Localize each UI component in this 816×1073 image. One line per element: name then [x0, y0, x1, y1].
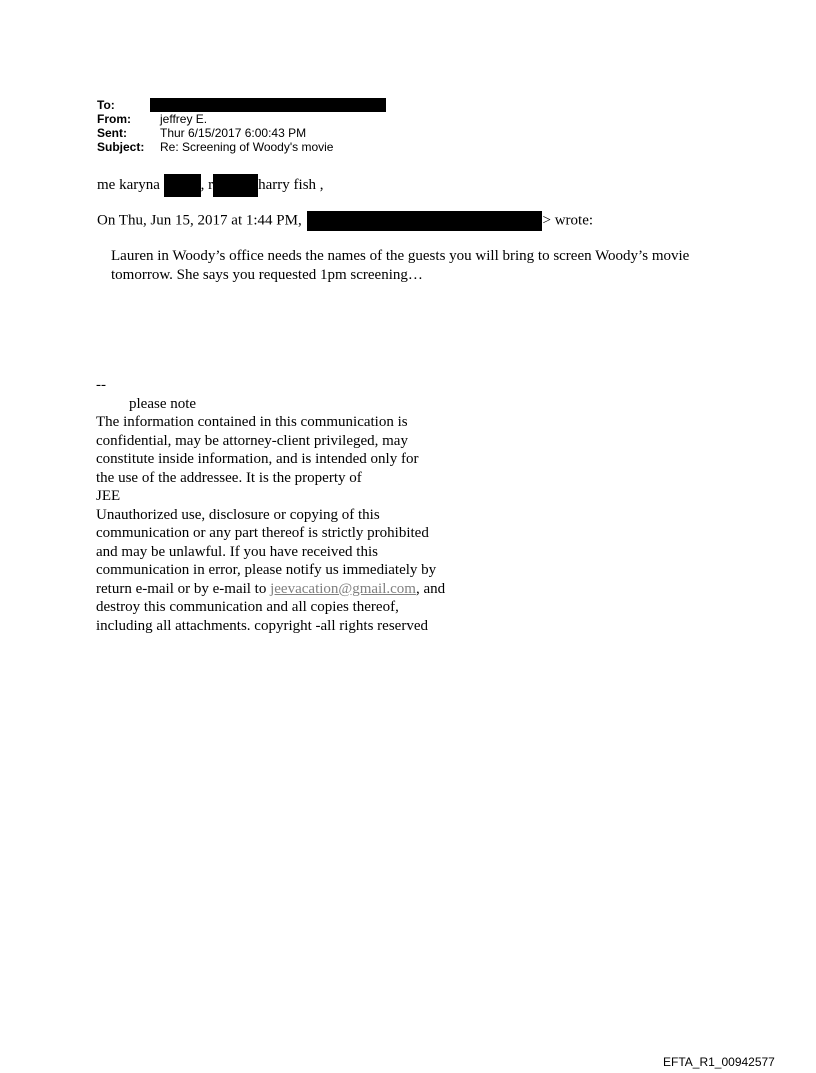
quoted-message-text: Lauren in Woody’s office needs the names of the guests you will bring to screen Woody’s movie tomorrow. She says you requested 1pm screening…	[111, 248, 690, 283]
disclaimer-line: communication in error, please notify us immediately by	[96, 562, 437, 578]
sent-label: Sent:	[97, 126, 127, 140]
guest-name-fragment: r	[208, 176, 214, 193]
guest-name-text: me karyna	[97, 176, 164, 193]
guest-name-separator: ,	[200, 176, 209, 193]
disclaimer-line: and may be unlawful. If you have received this	[96, 543, 378, 560]
disclaimer-line: the use of the addressee. It is the property of	[96, 469, 362, 486]
disclaimer-line: destroy this communication and all copies thereof,	[96, 599, 399, 615]
email-header	[97, 98, 386, 154]
signature-note: please note	[129, 395, 197, 412]
quote-intro-line	[97, 211, 593, 231]
email-contact-line	[96, 580, 496, 599]
email-line-prefix: return e-mail or by e-mail to	[96, 580, 271, 597]
signature-separator: --	[96, 377, 106, 393]
subject-value: Re: Screening of Woody's movie	[160, 140, 334, 154]
to-row	[97, 98, 386, 112]
disclaimer-line: confidential, may be attorney-client privileged, may	[96, 432, 408, 449]
redaction-bar-name-1	[164, 174, 201, 197]
guest-names-line	[97, 174, 324, 197]
signature-block	[96, 376, 496, 635]
disclaimer-line: JEE	[96, 488, 121, 504]
disclaimer-line: constitute inside information, and is intended only for	[96, 451, 419, 467]
email-line-suffix: , and	[415, 580, 446, 597]
redaction-bar-to	[150, 98, 386, 112]
to-label: To:	[97, 98, 115, 112]
redaction-bar-sender	[307, 211, 542, 231]
document-id: EFTA_R1_00942577	[663, 1055, 775, 1069]
from-label: From:	[97, 112, 131, 126]
from-row	[97, 112, 386, 126]
disclaimer-line: communication or any part thereof is strictly prohibited	[96, 525, 429, 541]
guest-name-harry-fish: harry fish ,	[258, 176, 324, 193]
disclaimer-line: Unauthorized use, disclosure or copying of this	[96, 506, 380, 523]
disclaimer-line: The information contained in this communication is	[96, 414, 408, 430]
quote-intro-end: > wrote:	[542, 212, 594, 229]
disclaimer-line: including all attachments. copyright -all rights reserved	[96, 617, 428, 634]
redaction-bar-name-2	[213, 174, 258, 197]
subject-row	[97, 140, 386, 154]
email-link[interactable]: jeevacation@gmail.com	[270, 580, 416, 597]
sent-value: Thur 6/15/2017 6:00:43 PM	[160, 126, 307, 140]
subject-label: Subject:	[97, 140, 145, 154]
quote-intro-start: On Thu, Jun 15, 2017 at 1:44 PM,	[97, 212, 302, 229]
from-value: jeffrey E.	[160, 112, 208, 126]
sent-row	[97, 126, 386, 140]
quoted-message	[111, 247, 711, 285]
